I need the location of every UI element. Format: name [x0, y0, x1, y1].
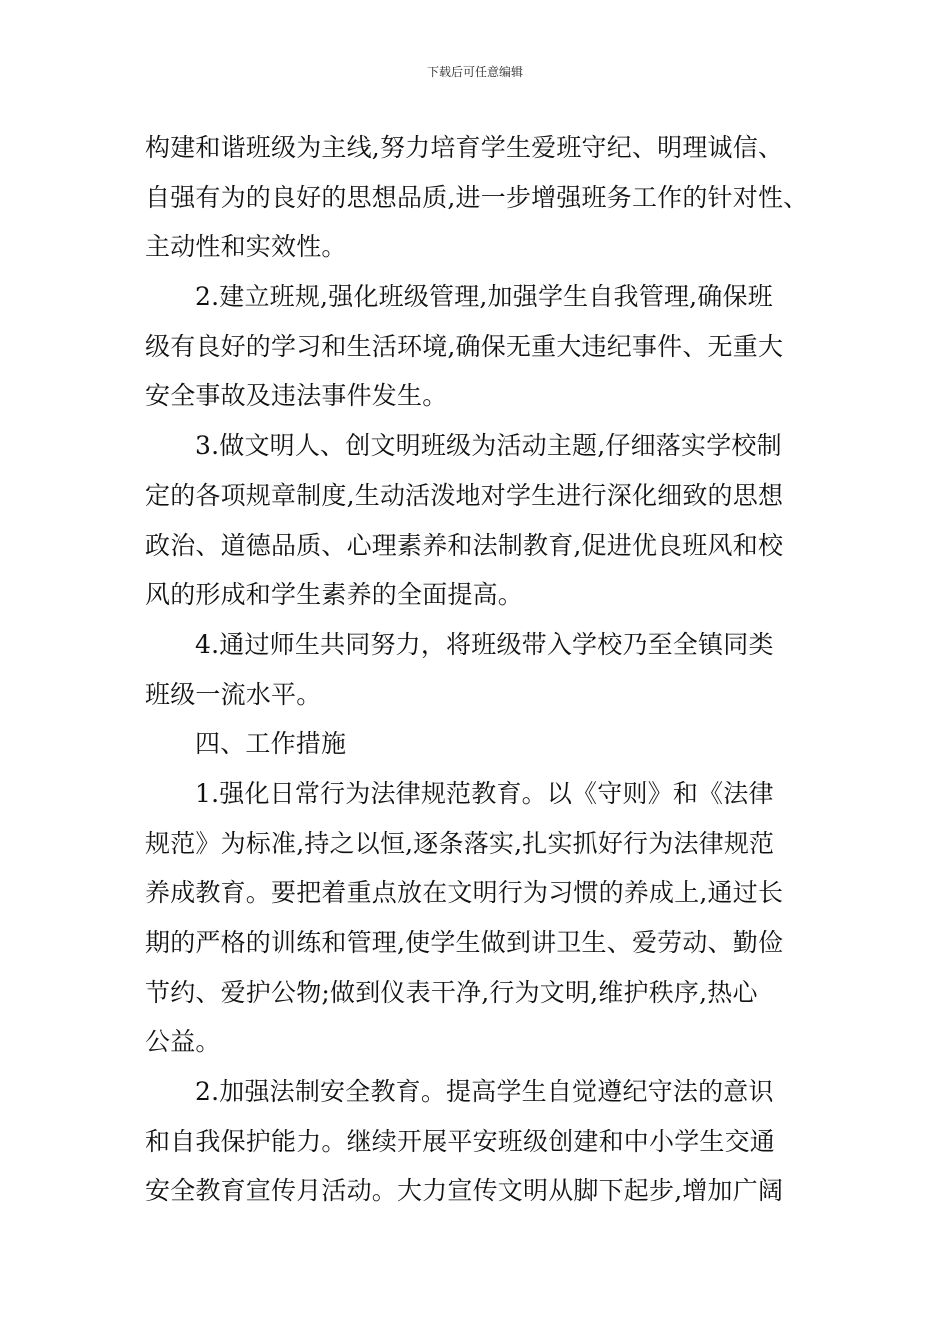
text-line: 4.通过师生共同努力，将班级带入学校乃至全镇同类 [195, 629, 774, 659]
text-line: 2.加强法制安全教育。提高学生自觉遵纪守法的意识 [195, 1077, 774, 1107]
text-line: 和自我保护能力。继续开展平安班级创建和中小学生交通 [145, 1126, 776, 1156]
text-line: 2.建立班规,强化班级管理,加强学生自我管理,确保班 [195, 282, 773, 312]
text-line: 1.强化日常行为法律规范教育。以《守则》和《法律 [195, 778, 774, 808]
text-line: 自强有为的良好的思想品质,进一步增强班务工作的针对性、 [145, 182, 809, 212]
text-line: 安全教育宣传月活动。大力宣传文明从脚下起步,增加广阔 [145, 1176, 784, 1206]
text-line: 养成教育。要把着重点放在文明行为习惯的养成上,通过长 [145, 878, 784, 908]
text-line: 政治、道德品质、心理素养和法制教育,促进优良班风和校 [145, 530, 784, 560]
text-line: 级有良好的学习和生活环境,确保无重大违纪事件、无重大 [145, 331, 784, 361]
text-line: 规范》为标准,持之以恒,逐条落实,扎实抓好行为法律规范 [145, 828, 775, 858]
text-line: 3.做文明人、创文明班级为活动主题,仔细落实学校制 [195, 431, 782, 461]
text-line: 节约、爱护公物;做到仪表干净,行为文明,维护秩序,热心 [145, 977, 758, 1007]
text-line: 班级一流水平。 [145, 679, 322, 709]
text-line: 公益。 [145, 1027, 221, 1057]
text-line: 安全事故及违法事件发生。 [145, 381, 448, 411]
text-line: 构建和谐班级为主线,努力培育学生爱班守纪、明理诚信、 [145, 133, 784, 162]
text-line: 风的形成和学生素养的全面提高。 [145, 580, 524, 610]
text-line: 定的各项规章制度,生动活泼地对学生进行深化细致的思想 [145, 480, 784, 510]
text-line: 主动性和实效性。 [145, 232, 347, 262]
section-heading: 四、工作措施 [195, 729, 347, 759]
document-body [145, 123, 815, 1216]
text-line: 期的严格的训练和管理,使学生做到讲卫生、爱劳动、勤俭 [145, 928, 784, 957]
page-header: 下载后可任意编辑 [426, 65, 523, 79]
